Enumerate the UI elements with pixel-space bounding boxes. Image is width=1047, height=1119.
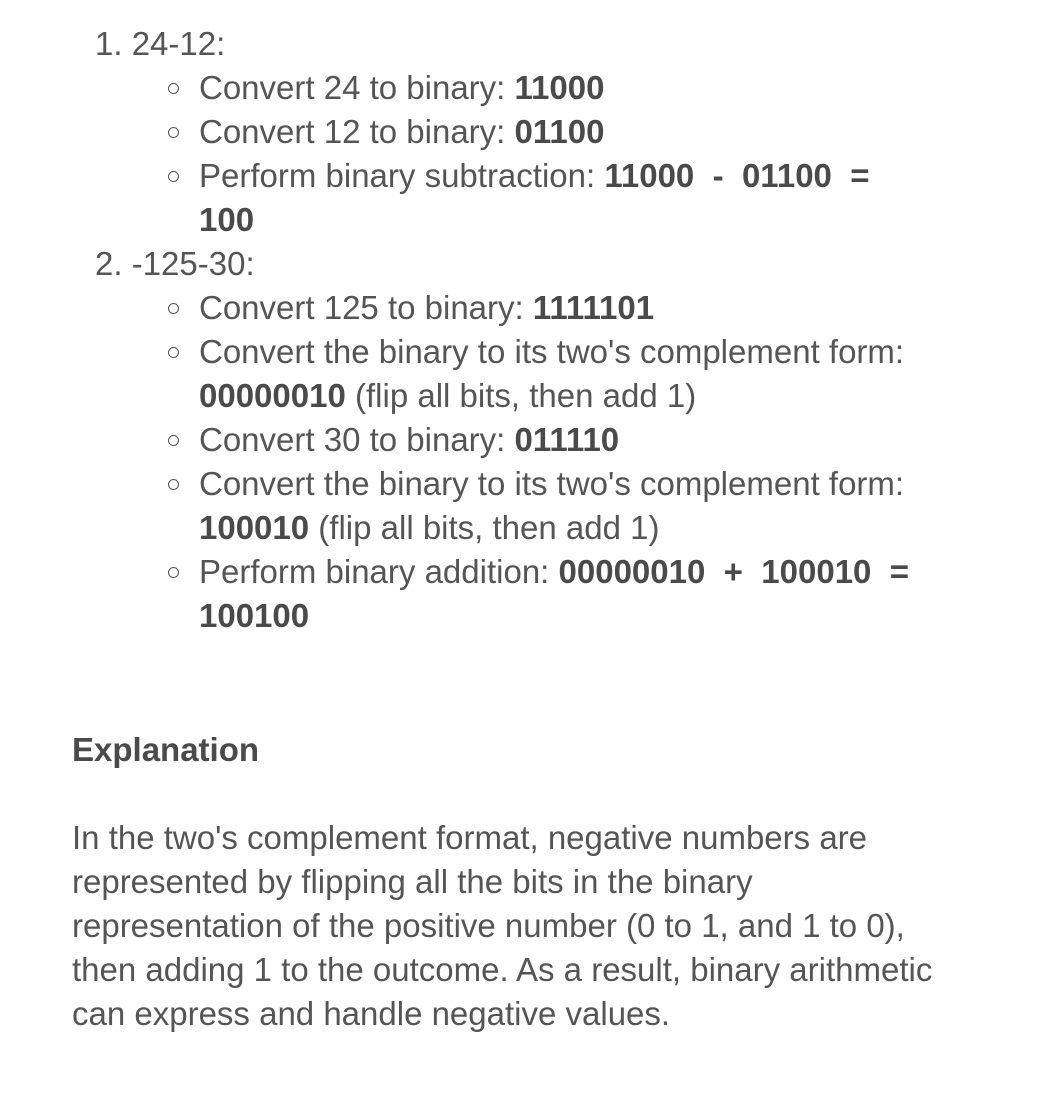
step-title: 24-12: [131,25,226,62]
sub-step-item [199,462,919,550]
hollow-circle-bullet-icon [168,83,179,94]
sub-step-value: 100010 [199,509,310,546]
steps-list [95,22,995,638]
sub-step-value: 1111101 [532,289,655,326]
sub-step-text: Convert the binary to its two's complement form: [199,465,905,502]
step-item [95,242,995,638]
step-title: -125-30: [131,245,255,282]
hollow-circle-bullet-icon [168,567,179,578]
sub-step-item [199,330,919,418]
step-number: 1. [95,25,123,62]
sub-step-item [199,286,919,330]
sub-step-text: Perform binary subtraction: [199,157,605,194]
sub-step-note: (flip all bits, then add 1) [345,377,697,414]
sub-step-text: Perform binary addition: [199,553,559,590]
sub-step-value: 00000010 + 100010 = 100100 [199,553,928,634]
sub-step-item [199,66,919,110]
sub-step-text: Convert 125 to binary: [199,289,533,326]
sub-step-item [199,110,919,154]
step-heading [95,242,995,286]
sub-step-text: Convert 12 to binary: [199,113,515,150]
step-number: 2. [95,245,123,282]
hollow-circle-bullet-icon [168,479,179,490]
sub-step-text: Convert 30 to binary: [199,421,515,458]
sub-step-item [199,550,928,638]
sub-step-text: Convert 24 to binary: [199,69,515,106]
explanation-paragraph: In the two's complement format, negative numbers are represented by flipping all the bits in the binary representation of the positive number (0 to 1, and 1 to 0), then adding 1 to the outcome. As a result, binary arithmetic can express and handle negative values. [72,819,933,1032]
sub-steps-list [95,286,995,638]
section-heading: Explanation [72,731,260,768]
sub-step-note: (flip all bits, then add 1) [309,509,660,546]
sub-step-value: 11000 [514,69,605,106]
sub-step-item [199,154,919,242]
step-item [95,22,995,242]
hollow-circle-bullet-icon [168,303,179,314]
sub-step-text: Convert the binary to its two's complement form: [199,333,905,370]
sub-step-value: 01100 [514,113,605,150]
sub-step-value: 011110 [514,421,620,458]
hollow-circle-bullet-icon [168,171,179,182]
hollow-circle-bullet-icon [168,347,179,358]
sub-step-value: 00000010 [199,377,346,414]
hollow-circle-bullet-icon [168,127,179,138]
sub-steps-list [95,66,995,242]
step-heading [95,22,995,66]
sub-step-item [199,418,919,462]
sub-step-value: 11000 - 01100 = 100 [199,157,888,238]
hollow-circle-bullet-icon [168,435,179,446]
